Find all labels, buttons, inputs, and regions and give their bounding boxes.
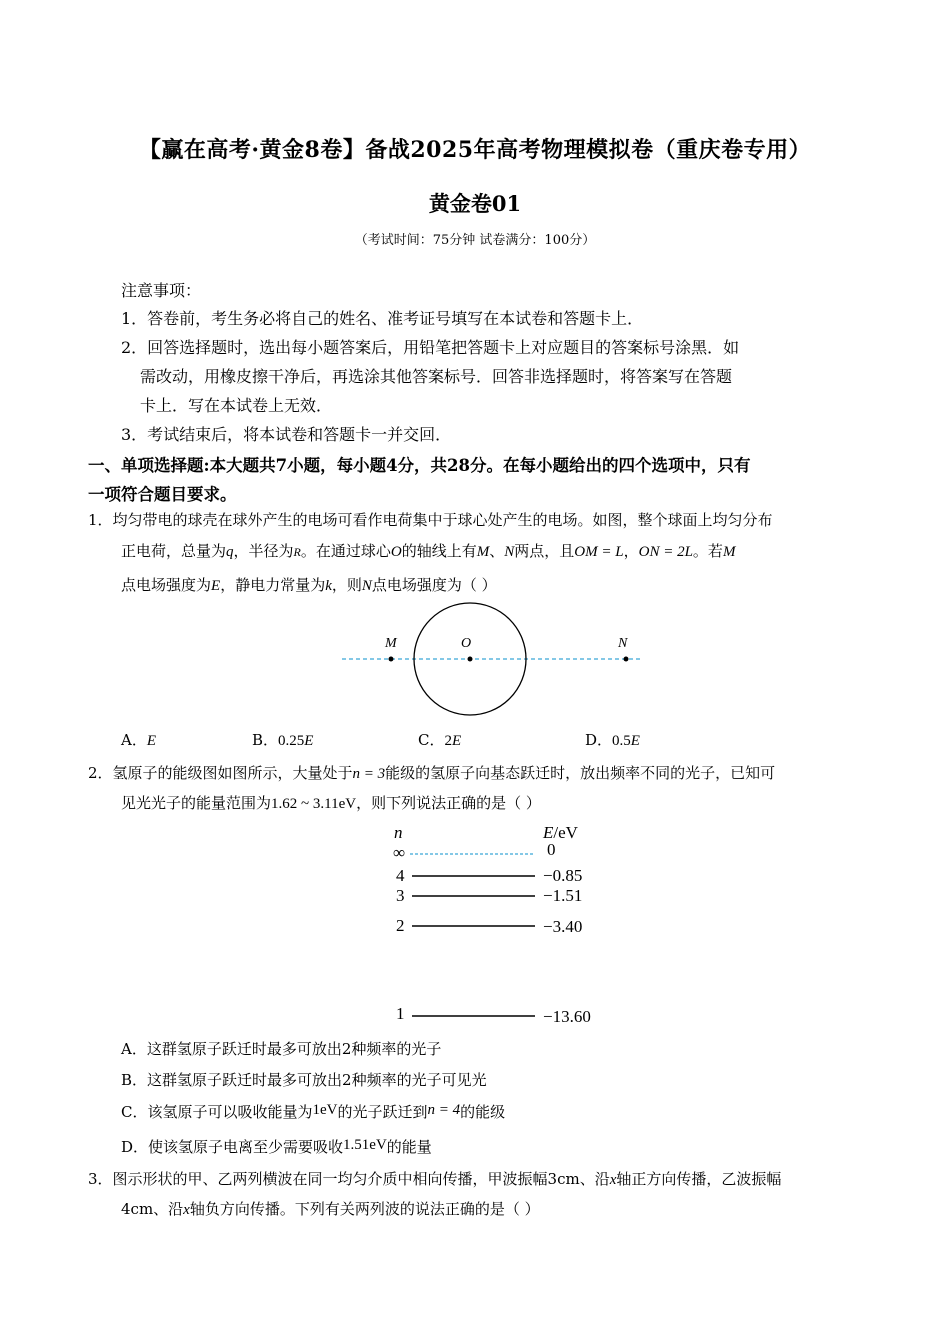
q1-line-1: 1．均匀带电的球壳在球外产生的电场可看作电荷集中于球心处产生的电场。如图，整个球面上均匀分布	[88, 511, 773, 529]
q1-text: 正电荷，总量为	[121, 542, 227, 560]
equation-ON: ON = 2L	[638, 544, 693, 560]
q3-text: 轴负方向传播。下列有关两列波的说法正确的是（ ）	[189, 1200, 540, 1218]
level-energy: −3.40	[543, 917, 583, 936]
q1-text: 两点，且	[514, 542, 575, 560]
q2-option-d	[121, 1136, 432, 1157]
equation-OM: OM = L	[574, 544, 624, 560]
q1-text: 。若	[692, 542, 723, 560]
option-label: D．	[585, 731, 613, 749]
q3-line-2	[121, 1198, 540, 1219]
option-text: 的光子跃迁到	[337, 1103, 428, 1121]
energy-value: 1.51eV	[343, 1137, 387, 1153]
symbol-k: k	[325, 578, 332, 594]
option-label: B．	[252, 731, 279, 749]
q2-option-c	[121, 1101, 505, 1122]
q2-text: 能级的氢原子向基态跃迁时，放出频率不同的光子，已知可	[385, 764, 776, 782]
q1-text: ，则	[331, 576, 362, 594]
q2-option-a: A．这群氢原子跃迁时最多可放出2种频率的光子	[121, 1040, 442, 1058]
symbol-O: O	[390, 544, 402, 560]
q3-text: 3．图示形状的甲、乙两列横波在同一均匀介质中相向传播，甲波振幅3cm、沿	[88, 1170, 610, 1188]
q2-text: ，则下列说法正确的是（ ）	[356, 794, 541, 812]
notice-item-2-line-1: 2．回答选择题时，选出每小题答案后，用铅笔把答题卡上对应题目的答案标号涂黑．如	[121, 338, 740, 357]
paper-title: 【赢在高考·黄金8卷】备战2025年高考物理模拟卷（重庆卷专用）	[138, 137, 812, 163]
paper-subtitle: 黄金卷01	[428, 191, 522, 216]
notice-item-2-line-2: 需改动，用橡皮擦干净后，再选涂其他答案标号．回答非选择题时，将答案写在答题	[140, 367, 733, 386]
option-text: D．使该氢原子电离至少需要吸收	[121, 1138, 344, 1156]
symbol-N: N	[361, 578, 372, 594]
option-symbol: E	[304, 733, 314, 749]
q1-text: 的轴线上有	[401, 542, 477, 560]
symbol-E: E	[211, 578, 221, 594]
symbol-M: M	[722, 544, 736, 560]
q1-text: ，	[623, 542, 639, 560]
level-n: 4	[396, 866, 405, 885]
label-O: O	[461, 636, 472, 651]
notice-item-3: 3．考试结束后，将本试卷和答题卡一并交回．	[121, 425, 452, 444]
q1-option-a	[121, 729, 156, 750]
level-n: 3	[396, 886, 405, 905]
energy-level-diagram	[385, 822, 615, 1030]
q1-option-d	[585, 729, 640, 750]
level-energy: −13.60	[543, 1007, 591, 1026]
level-energy: −1.51	[543, 886, 583, 905]
q1-text: 点电场强度为	[121, 576, 212, 594]
q1-text: ，静电力常量为	[220, 576, 326, 594]
label-N: N	[618, 636, 628, 651]
q3-text: 4cm、沿	[121, 1200, 184, 1218]
notice-item-1: 1．答卷前，考生务必将自己的姓名、准考证号填写在本试卷和答题卡上．	[121, 309, 644, 328]
section-heading-line-1: 一、单项选择题:本大题共7小题，每小题4分，共28分。在每小题给出的四个选项中，只有	[88, 456, 751, 475]
option-label: A．	[121, 731, 147, 749]
q1-text: 点电场强度为（ ）	[371, 576, 497, 594]
notice-heading: 注意事项：	[121, 281, 202, 300]
point-O	[468, 657, 473, 662]
point-M	[389, 657, 394, 662]
q1-text: 、	[489, 542, 505, 560]
exam-info: （考试时间：75分钟 试卷满分：100分）	[354, 233, 596, 248]
q1-text: 。在通过球心	[300, 542, 391, 560]
notice-item-2-line-3: 卡上．写在本试卷上无效．	[140, 396, 333, 415]
level-n: 1	[396, 1004, 405, 1023]
q2-text: 见光光子的能量范围为	[121, 794, 272, 812]
q1-option-b	[252, 729, 313, 750]
q2-line-2	[121, 792, 541, 813]
level-infinity	[393, 840, 556, 862]
symbol-R: R	[293, 545, 301, 559]
q2-option-b: B．这群氢原子跃迁时最多可放出2种频率的光子可见光	[121, 1071, 487, 1089]
q1-option-c	[418, 729, 461, 750]
level-4	[396, 866, 582, 885]
level-2	[396, 916, 582, 936]
option-label: C．	[418, 731, 445, 749]
q3-text: 轴正方向传播，乙波振幅	[616, 1170, 782, 1188]
symbol-x: x	[183, 1202, 190, 1218]
option-number: 2	[444, 733, 452, 749]
q3-line-1	[88, 1168, 781, 1189]
energy-axis-label: E/eV	[543, 823, 578, 842]
level-n: ∞	[393, 843, 406, 862]
option-symbol: E	[630, 733, 640, 749]
q1-sphere-figure	[330, 600, 660, 720]
level-energy: 0	[547, 840, 556, 859]
option-value: E	[146, 733, 157, 749]
option-symbol: E	[451, 733, 462, 749]
symbol-M: M	[476, 544, 490, 560]
option-number: 0.5	[612, 733, 631, 749]
equation-n4: n = 4	[427, 1102, 461, 1118]
label-M: M	[385, 636, 397, 651]
level-n: 2	[396, 916, 405, 935]
point-N	[624, 657, 629, 662]
energy-value: 1eV	[312, 1102, 338, 1118]
symbol-N: N	[504, 544, 515, 560]
level-energy: −0.85	[543, 866, 583, 885]
level-1	[396, 1004, 591, 1026]
option-text: 的能量	[386, 1138, 432, 1156]
q1-line-2	[121, 540, 735, 561]
symbol-x: x	[609, 1172, 617, 1188]
section-heading-line-2: 一项符合题目要求。	[88, 485, 237, 504]
q2-text: 2．氢原子的能级图如图所示，大量处于	[88, 764, 353, 782]
q1-line-3	[121, 574, 497, 595]
option-text: 的能级	[460, 1103, 506, 1121]
q1-text: ，半径为	[233, 542, 294, 560]
level-3	[396, 886, 582, 905]
symbol-q: q	[226, 544, 234, 560]
option-text: C．该氢原子可以吸收能量为	[121, 1103, 313, 1121]
n-axis-label: n	[394, 823, 403, 842]
option-number: 0.25	[278, 733, 305, 749]
energy-range: 1.62 ~ 3.11eV	[271, 796, 357, 812]
q2-line-1	[88, 762, 775, 783]
equation-n3: n = 3	[352, 766, 386, 782]
